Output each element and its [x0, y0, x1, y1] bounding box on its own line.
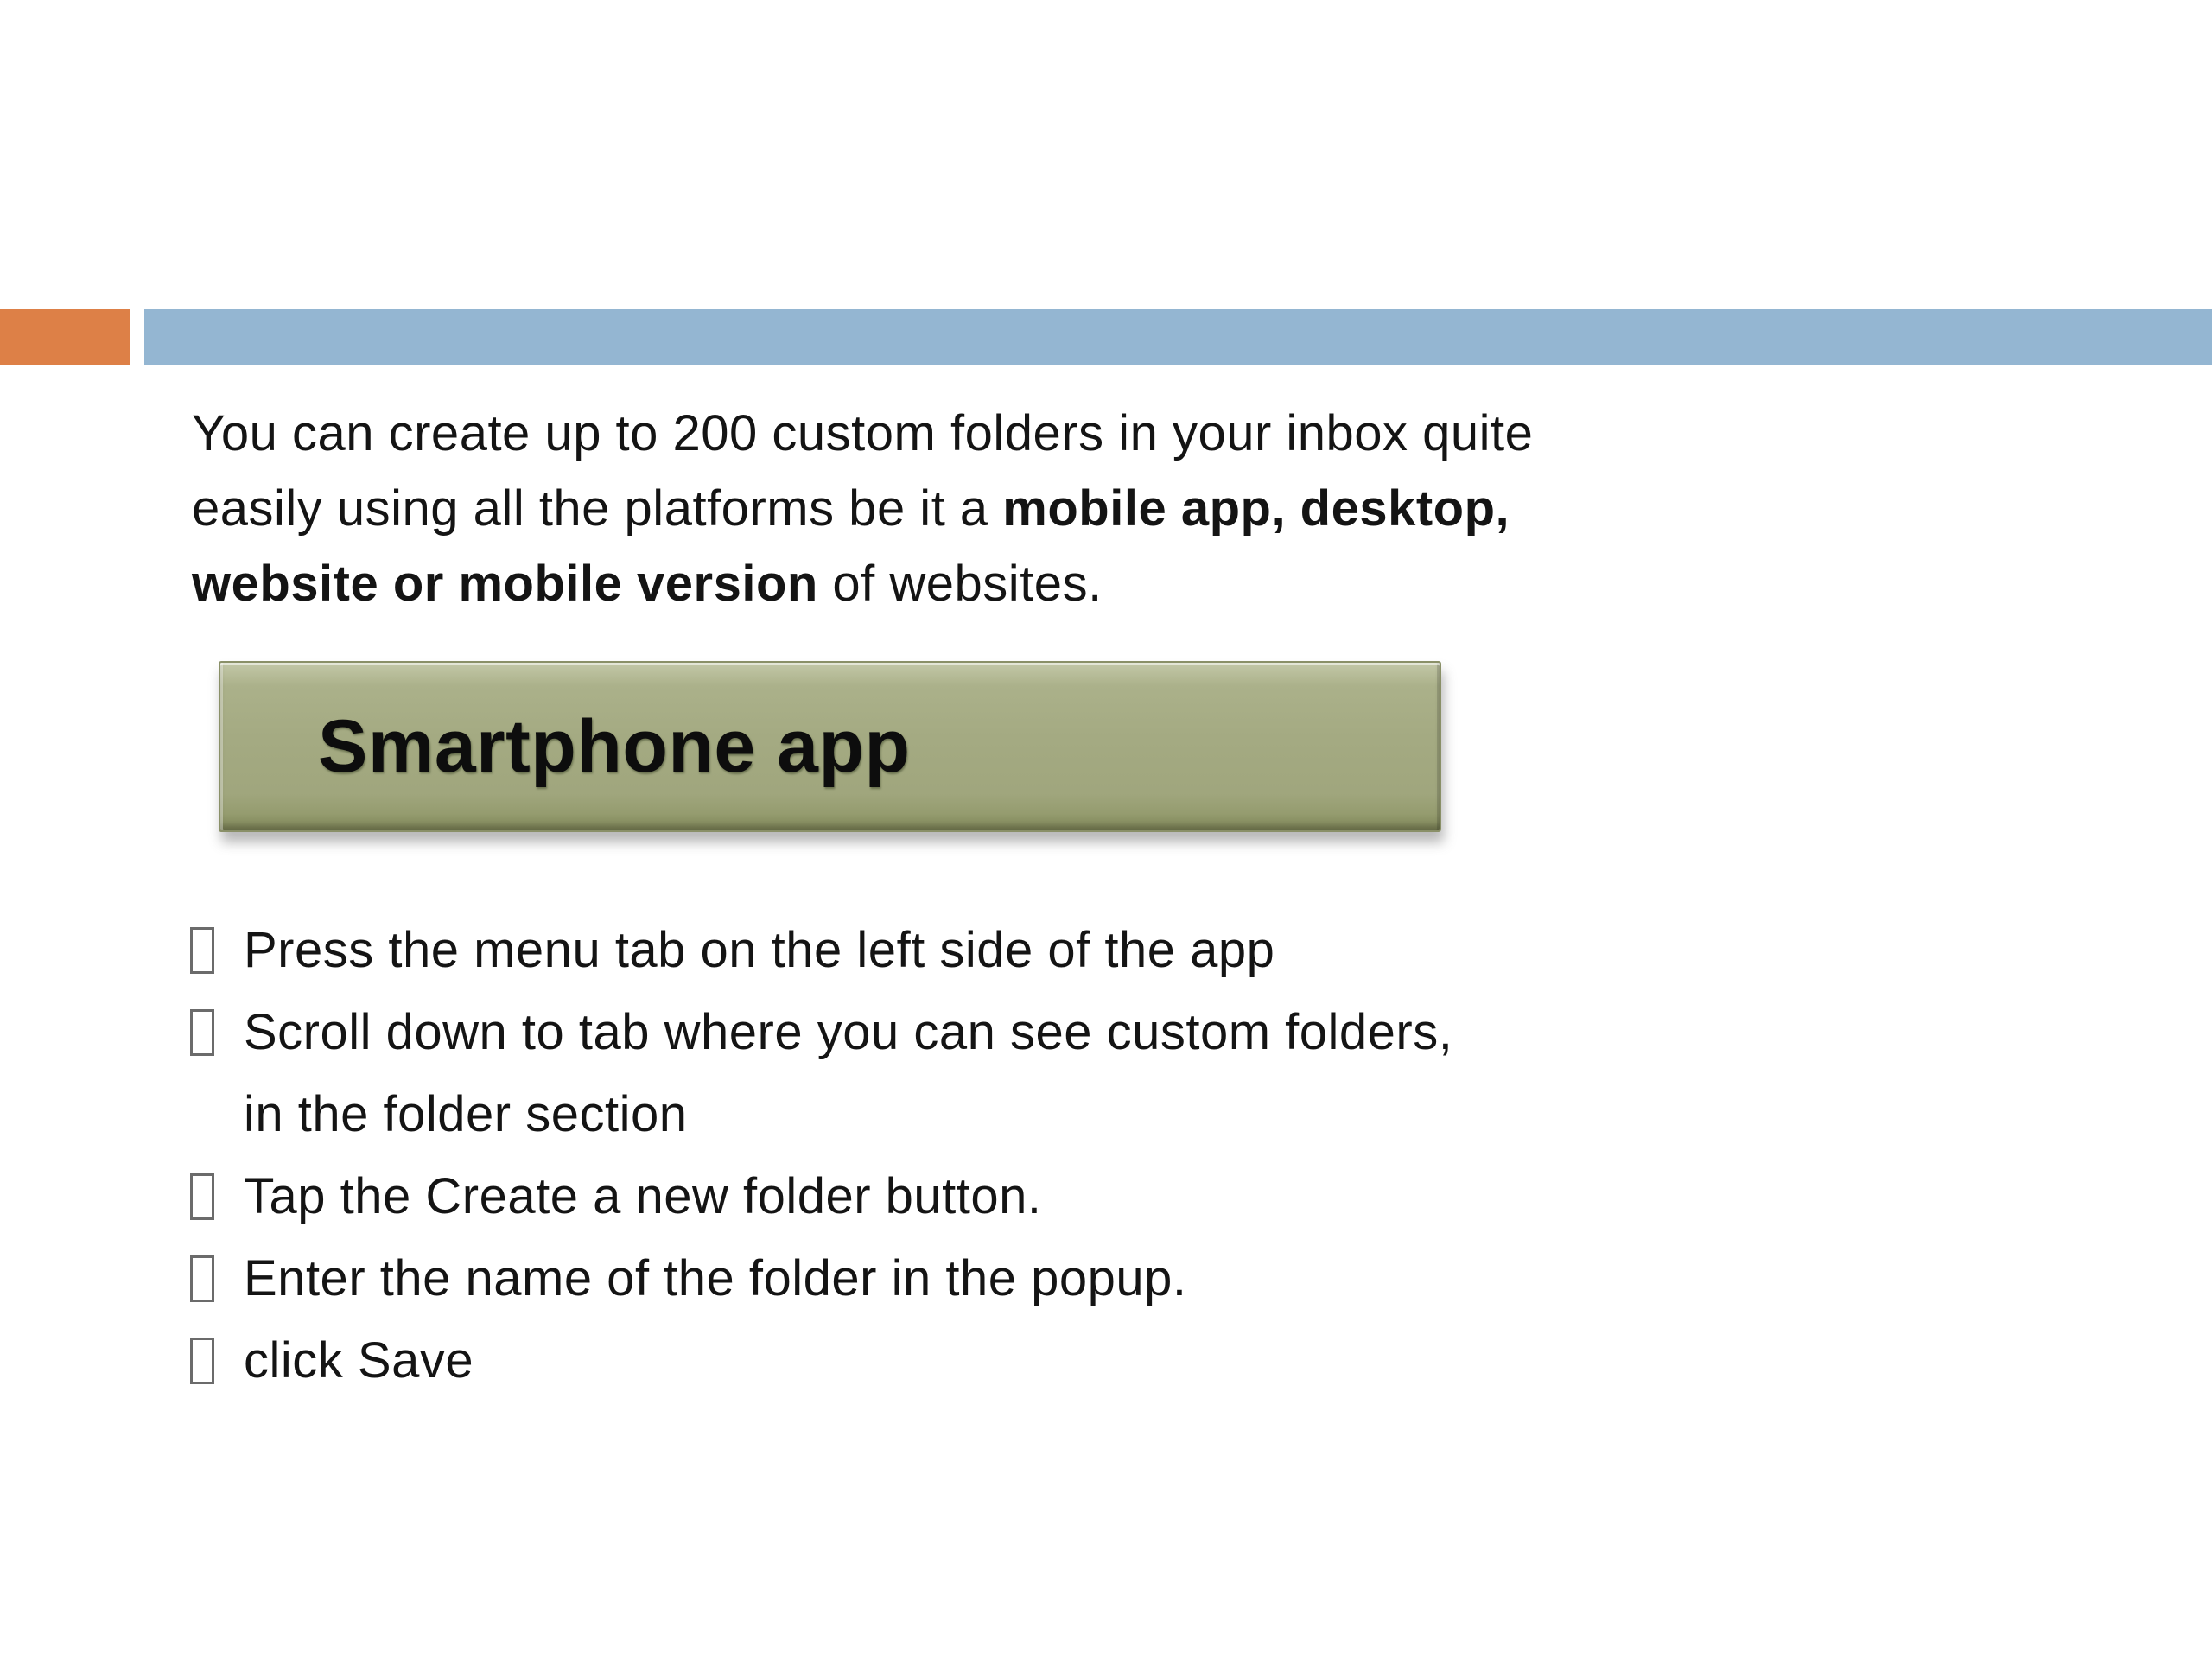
missing-glyph-bullet-icon — [190, 1009, 214, 1056]
missing-glyph-bullet-icon — [190, 927, 214, 974]
missing-glyph-bullet-icon — [190, 1255, 214, 1302]
accent-bar-orange-block — [0, 309, 130, 365]
list-item — [188, 909, 2072, 991]
list-item-text: Scroll down to tab where you can see custom folders, — [244, 1004, 1453, 1060]
missing-glyph-bullet-icon — [190, 1338, 214, 1384]
list-item — [188, 991, 2072, 1155]
intro-paragraph — [192, 396, 2075, 621]
list-item-text: Press the menu tab on the left side of the app — [244, 922, 1275, 978]
intro-line-3 — [192, 546, 2075, 621]
intro-text: You can create up to 200 custom folders in your inbox quite — [192, 405, 1534, 461]
list-item — [188, 1155, 2072, 1237]
accent-bar-blue-strip — [144, 309, 2212, 365]
intro-line-2 — [192, 471, 2075, 546]
list-item-text: Enter the name of the folder in the popup. — [244, 1250, 1187, 1306]
steps-list — [188, 909, 2072, 1402]
intro-line-1 — [192, 396, 2075, 471]
list-item-text-continuation: in the folder section — [244, 1086, 688, 1142]
list-item-text: Tap the Create a new folder button. — [244, 1168, 1042, 1224]
smartphone-app-button[interactable] — [219, 661, 1441, 832]
list-item-text: click Save — [244, 1332, 474, 1389]
intro-text: of websites. — [817, 556, 1103, 612]
intro-text-bold: mobile app, desktop, — [1002, 480, 1510, 537]
list-item — [188, 1319, 2072, 1402]
top-accent-bar — [0, 309, 2212, 365]
intro-text: easily using all the platforms be it a — [192, 480, 1003, 537]
missing-glyph-bullet-icon — [190, 1173, 214, 1220]
intro-text-bold: website or mobile version — [192, 556, 818, 612]
smartphone-app-button-label: Smartphone app — [318, 704, 911, 788]
list-item — [188, 1237, 2072, 1319]
